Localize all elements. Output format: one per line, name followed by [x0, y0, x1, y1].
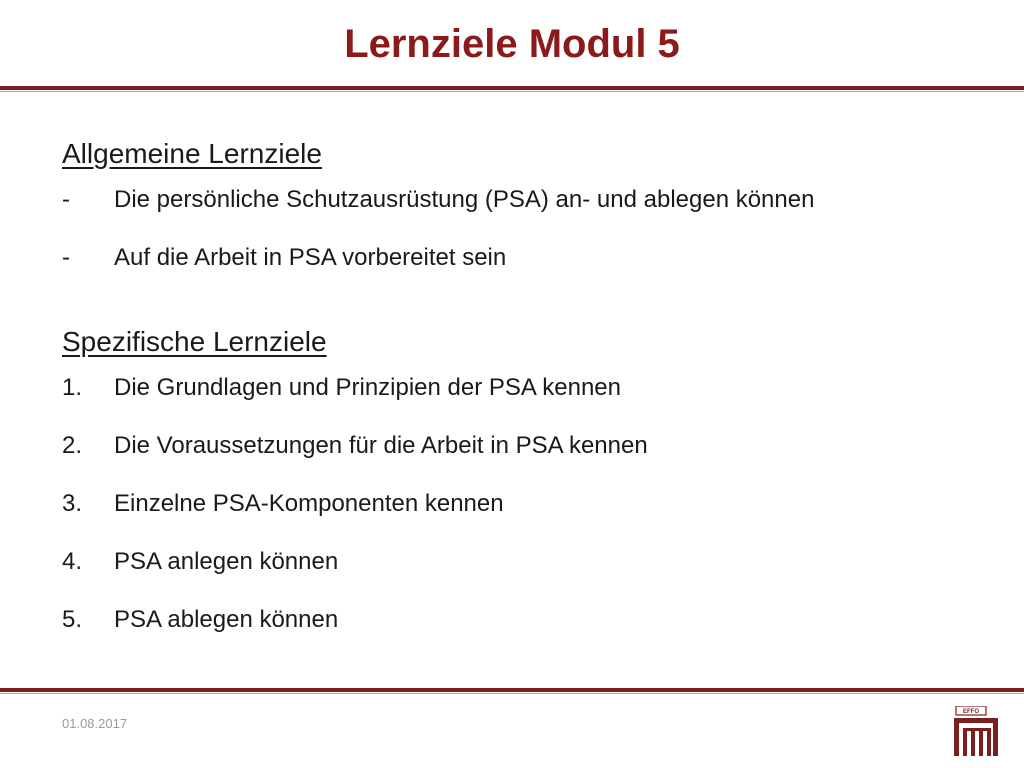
list-item-text: PSA ablegen können [114, 606, 339, 633]
list-item-text: PSA anlegen können [114, 548, 339, 575]
list-item [62, 430, 1002, 488]
specific-goals-list [62, 372, 1002, 662]
list-marker: - [62, 244, 70, 271]
bottom-divider [0, 688, 1024, 692]
list-item [62, 546, 1002, 604]
general-goals-heading: Allgemeine Lernziele [62, 138, 322, 169]
list-item [62, 488, 1002, 546]
list-marker: 1. [62, 374, 83, 401]
list-item [62, 372, 1002, 430]
specific-goals-heading: Spezifische Lernziele [62, 326, 327, 357]
list-item-text: Die persönliche Schutzausrüstung (PSA) an- und ablegen können [114, 186, 815, 213]
general-goals-list [62, 184, 1002, 300]
list-marker: - [62, 186, 70, 213]
list-item-text: Die Voraussetzungen für die Arbeit in PSA kennen [114, 432, 648, 459]
list-marker: 4. [62, 548, 83, 575]
list-item-text: Auf die Arbeit in PSA vorbereitet sein [114, 244, 507, 271]
effo-logo-icon [950, 706, 1002, 758]
slide-title: Lernziele Modul 5 [344, 22, 680, 66]
list-item [62, 242, 1002, 300]
list-item [62, 604, 1002, 662]
svg-text:EFFO: EFFO [963, 709, 979, 715]
list-item-text: Einzelne PSA-Komponenten kennen [114, 490, 504, 517]
list-marker: 3. [62, 490, 83, 517]
top-divider [0, 86, 1024, 90]
list-item-text: Die Grundlagen und Prinzipien der PSA kennen [114, 374, 621, 401]
list-marker: 5. [62, 606, 83, 633]
slide-date: 01.08.2017 [62, 716, 128, 731]
list-item [62, 184, 1002, 242]
slide-content [62, 134, 1002, 662]
list-marker: 2. [62, 432, 83, 459]
